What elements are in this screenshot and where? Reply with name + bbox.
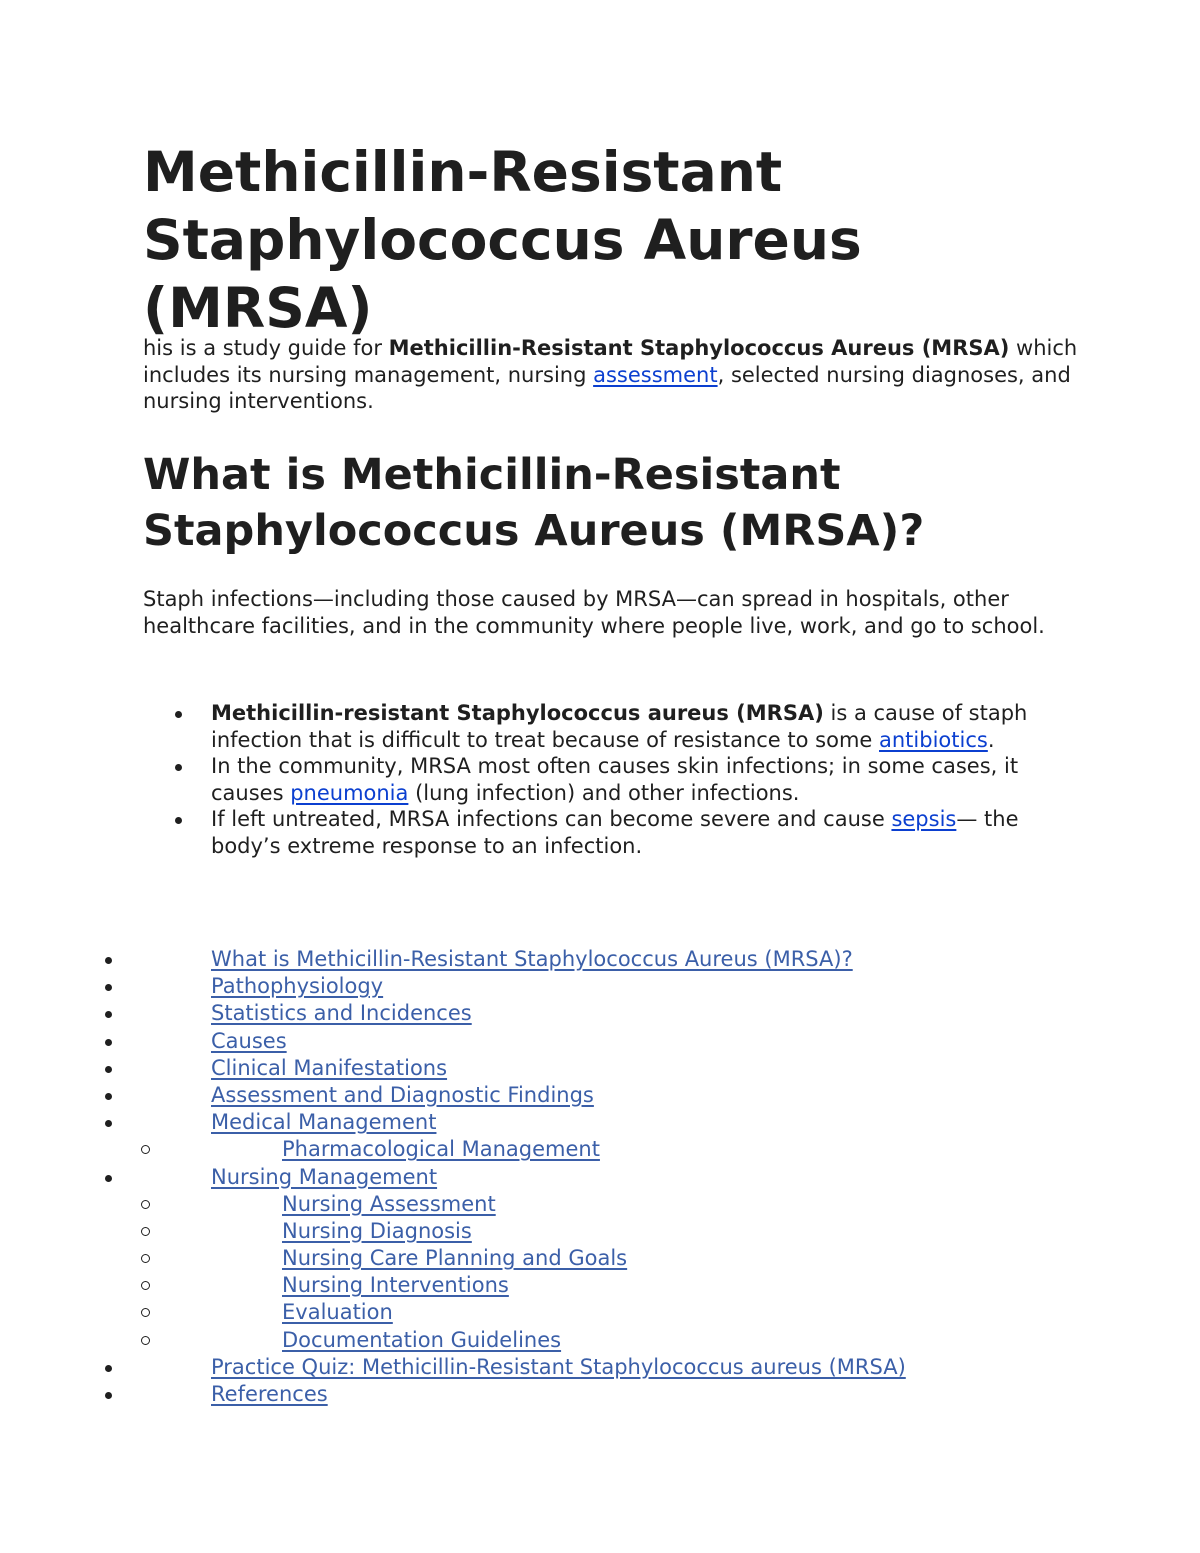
- toc-link[interactable]: Nursing Diagnosis: [282, 1218, 472, 1243]
- toc-item: [0, 1245, 1200, 1272]
- table-of-contents: [0, 946, 1200, 1408]
- list-item: [172, 806, 1072, 859]
- bullet-dot-icon: [105, 1365, 112, 1372]
- bullet-circle-icon: [141, 1200, 150, 1209]
- toc-item: [0, 1354, 1200, 1381]
- toc-item: [0, 1218, 1200, 1245]
- bullet-dot-icon: [105, 1392, 112, 1399]
- bullet-dot-icon: [105, 1066, 112, 1073]
- toc-link[interactable]: References: [211, 1382, 328, 1406]
- toc-item: [0, 1272, 1200, 1299]
- list-item: [172, 753, 1072, 806]
- intro-prefix: his is a study guide for: [143, 336, 389, 360]
- bullet-circle-icon: [141, 1336, 150, 1345]
- sepsis-link[interactable]: sepsis: [891, 807, 957, 831]
- page-title: Methicillin-Resistant Staphylococcus Aureus (MRSA): [143, 140, 862, 340]
- bullet-circle-icon: [141, 1308, 150, 1317]
- toc-item: [0, 973, 1200, 1000]
- bullet-text: .: [987, 727, 995, 752]
- bullet-circle-icon: [141, 1227, 150, 1236]
- toc-link[interactable]: Nursing Care Planning and Goals: [282, 1246, 628, 1271]
- toc-link[interactable]: Nursing Assessment: [282, 1191, 496, 1216]
- intro-suffix: , selected nursing diagnoses, and nursing interventions.: [143, 362, 1071, 413]
- toc-item: [0, 1109, 1200, 1136]
- intro-paragraph: [143, 335, 1083, 415]
- bullet-text: In the community, MRSA most often causes skin infections; in some cases, it causes: [211, 754, 1019, 805]
- toc-item: [0, 1082, 1200, 1109]
- bullet-text: If left untreated, MRSA infections can become severe and cause: [211, 807, 892, 831]
- bullet-dot-icon: [175, 817, 182, 824]
- toc-item: [0, 1136, 1200, 1163]
- staph-paragraph: Staph infections—including those caused by MRSA—can spread in hospitals, other healthcare facilities, and in the community where people live, work, and go to school.: [143, 587, 1045, 638]
- bullet-dot-icon: [105, 1011, 112, 1018]
- toc-link[interactable]: Pharmacological Management: [282, 1137, 600, 1162]
- toc-item: [0, 1299, 1200, 1326]
- bullet-dot-icon: [175, 764, 182, 771]
- toc-link[interactable]: Documentation Guidelines: [282, 1327, 562, 1352]
- toc-link[interactable]: Statistics and Incidences: [211, 1001, 472, 1026]
- key-points-list: [172, 700, 1072, 859]
- toc-item: [0, 1028, 1200, 1055]
- section-heading: What is Methicillin-Resistant Staphylococcus Aureus (MRSA)?: [143, 450, 925, 556]
- bullet-bold-term: Methicillin-resistant Staphylococcus aureus (MRSA): [211, 701, 824, 725]
- bullet-dot-icon: [105, 984, 112, 991]
- bullet-dot-icon: [105, 1039, 112, 1046]
- toc-link[interactable]: Practice Quiz: Methicillin-Resistant Staphylococcus aureus (MRSA): [211, 1354, 906, 1379]
- toc-link[interactable]: Evaluation: [282, 1300, 393, 1325]
- toc-item: [0, 1000, 1200, 1027]
- toc-item: [0, 1164, 1200, 1191]
- toc-link[interactable]: Nursing Management: [211, 1164, 438, 1189]
- toc-link[interactable]: What is Methicillin-Resistant Staphylococcus Aureus (MRSA)?: [211, 947, 853, 971]
- antibiotics-link[interactable]: antibiotics: [879, 727, 988, 752]
- bullet-circle-icon: [141, 1254, 150, 1263]
- bullet-dot-icon: [175, 711, 182, 718]
- toc-item: [0, 1055, 1200, 1082]
- assessment-link[interactable]: assessment: [593, 362, 718, 387]
- bullet-dot-icon: [105, 1175, 112, 1182]
- toc-item: [0, 1327, 1200, 1354]
- toc-link[interactable]: Pathophysiology: [211, 974, 384, 999]
- toc-link[interactable]: Clinical Manifestations: [211, 1055, 448, 1080]
- bullet-circle-icon: [141, 1281, 150, 1290]
- toc-link[interactable]: Causes: [211, 1028, 287, 1053]
- toc-item: [0, 1381, 1200, 1408]
- bullet-circle-icon: [141, 1145, 150, 1154]
- bullet-dot-icon: [105, 1093, 112, 1100]
- toc-link[interactable]: Assessment and Diagnostic Findings: [211, 1082, 594, 1107]
- bullet-text: (lung infection) and other infections.: [408, 780, 800, 805]
- toc-link[interactable]: Medical Management: [211, 1110, 437, 1135]
- intro-bold-term: Methicillin-Resistant Staphylococcus Aureus (MRSA): [388, 336, 1010, 360]
- toc-item: [0, 1191, 1200, 1218]
- bullet-text: — the body’s extreme response to an infection.: [211, 807, 1019, 858]
- bullet-dot-icon: [105, 957, 112, 964]
- intro-middle: which includes its nursing management, nursing: [143, 336, 1078, 387]
- pneumonia-link[interactable]: pneumonia: [290, 780, 409, 805]
- toc-link[interactable]: Nursing Interventions: [282, 1273, 509, 1298]
- bullet-text: is a cause of staph infection that is difficult to treat because of resistance to some: [211, 701, 1028, 752]
- toc-item: [0, 946, 1200, 973]
- bullet-dot-icon: [105, 1120, 112, 1127]
- list-item: [172, 700, 1072, 753]
